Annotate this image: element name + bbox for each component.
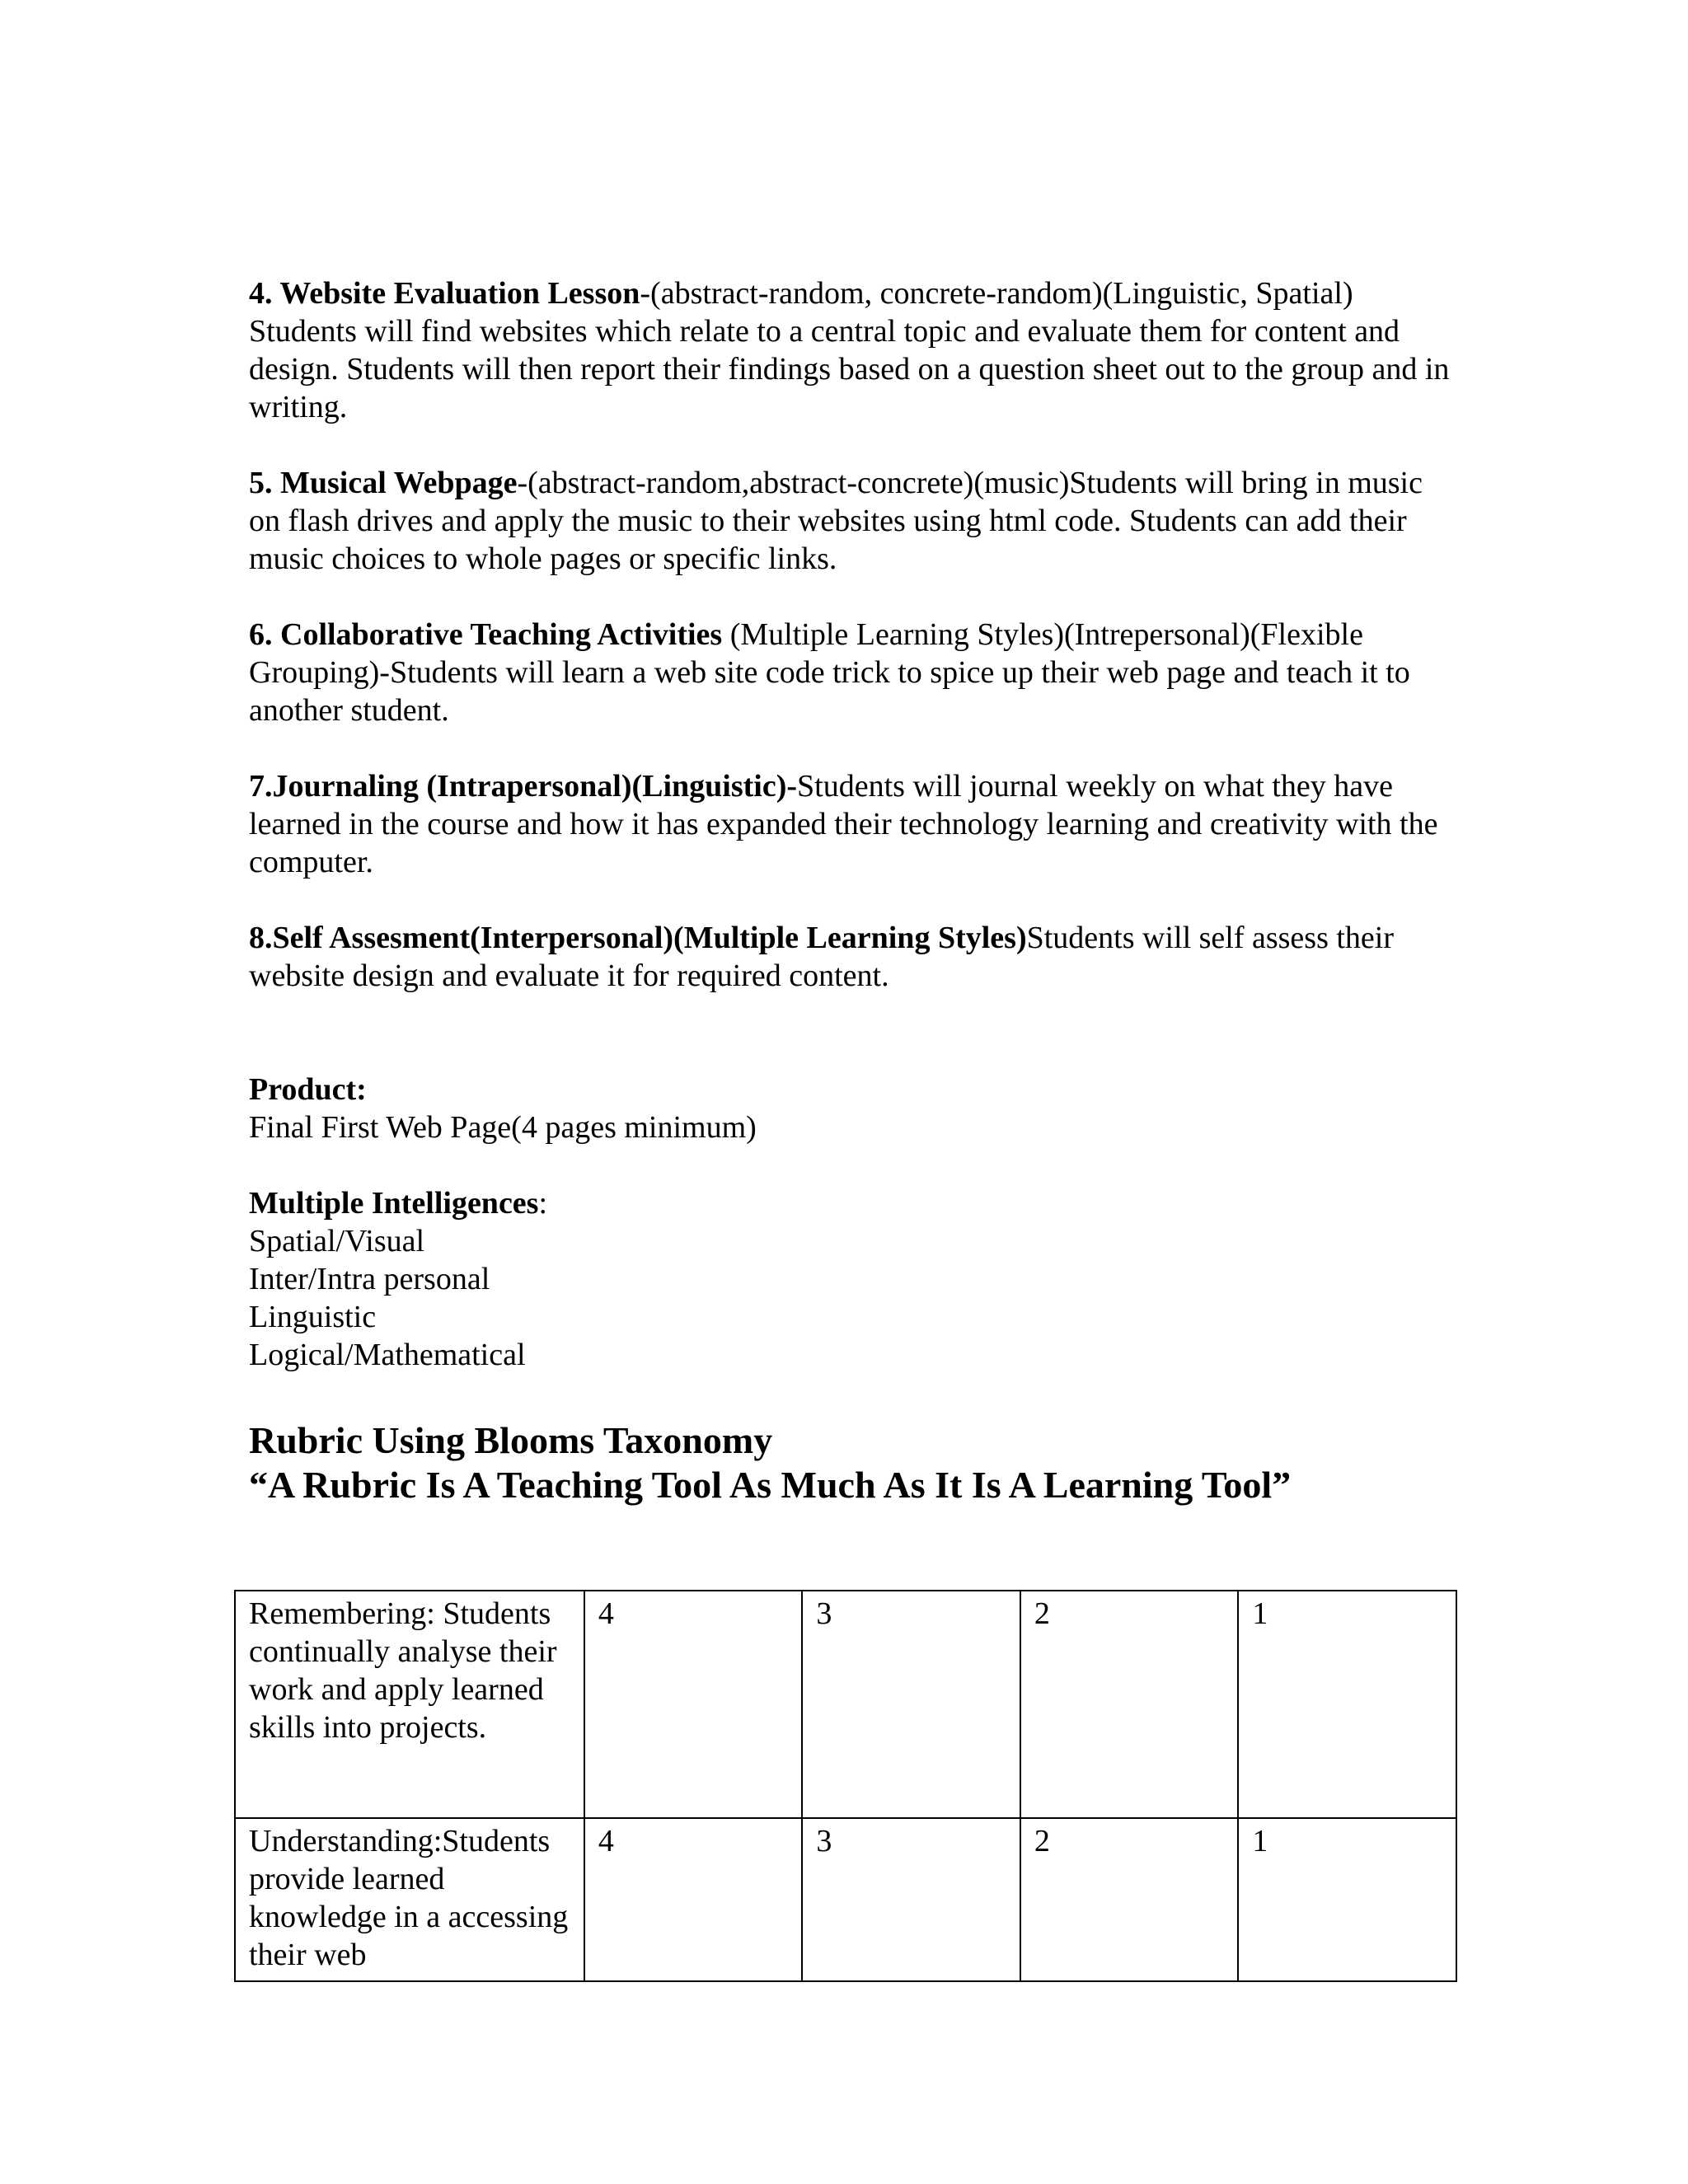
product-value: Final First Web Page(4 pages minimum) — [249, 1110, 757, 1145]
multiple-intelligences-label: Multiple Intelligences — [249, 1186, 539, 1221]
activity-4-title: 4. Website Evaluation Lesson — [249, 276, 640, 311]
activity-7-text: Students will journal weekly on what they have learned in the course and how it has expanded their technology learning and creativity with the computer. — [249, 769, 1438, 879]
rubric-table — [234, 1590, 1457, 1982]
rubric-score-cell: 2 — [1020, 1591, 1239, 1818]
multiple-intelligences-section — [249, 1184, 1452, 1374]
activity-8-title: 8.Self Assesment(Interpersonal)(Multiple Learning Styles) — [249, 921, 1027, 955]
activity-5-text: -(abstract-random,abstract-concrete)(music)Students will bring in music on flash drives and apply the music to their websites using html code. Students can add their music choices to whole pages or specific links. — [249, 466, 1423, 576]
rubric-score-cell: 1 — [1238, 1591, 1456, 1818]
rubric-title: Rubric Using Blooms Taxonomy — [249, 1419, 773, 1461]
activity-6-text: (Multiple Learning Styles)(Intrepersonal)(Flexible Grouping)-Students will learn a web site code trick to spice up their web page and teach it to another student. — [249, 617, 1410, 728]
table-row — [235, 1818, 1456, 1981]
activity-8-text: Students will self assess their website design and evaluate it for required content. — [249, 921, 1395, 993]
rubric-score-cell: 3 — [802, 1818, 1020, 1981]
activity-5 — [249, 464, 1452, 578]
multiple-intelligences-colon: : — [538, 1186, 548, 1221]
rubric-heading — [249, 1418, 1452, 1507]
activity-6 — [249, 616, 1452, 729]
rubric-score-cell: 2 — [1020, 1818, 1239, 1981]
rubric-criterion-cell: Remembering: Students continually analyse their work and apply learned skills into projects. — [235, 1591, 584, 1818]
rubric-score-cell: 3 — [802, 1591, 1020, 1818]
rubric-score-cell: 4 — [584, 1818, 803, 1981]
product-section — [249, 1071, 1452, 1146]
activity-7-title: 7.Journaling (Intrapersonal)(Linguistic)- — [249, 769, 798, 804]
intelligence-item: Spatial/Visual — [249, 1224, 425, 1258]
intelligence-item: Linguistic — [249, 1300, 377, 1334]
table-row — [235, 1591, 1456, 1818]
intelligence-item: Inter/Intra personal — [249, 1262, 490, 1296]
activity-8 — [249, 919, 1452, 995]
document-page — [249, 274, 1452, 1507]
activity-7 — [249, 767, 1452, 881]
multiple-intelligences-heading — [249, 1184, 1452, 1222]
activity-4-text: -(abstract-random, concrete-random)(Linguistic, Spatial) Students will find websites which relate to a central topic and evaluate them for content and design. Students will then report their findings based on a question sheet out to the group and in writing. — [249, 276, 1450, 424]
rubric-score-cell: 4 — [584, 1591, 803, 1818]
product-label: Product: — [249, 1072, 367, 1107]
intelligence-item: Logical/Mathematical — [249, 1338, 526, 1372]
rubric-criterion-cell: Understanding:Students provide learned knowledge in a accessing their web — [235, 1818, 584, 1981]
rubric-score-cell: 1 — [1238, 1818, 1456, 1981]
activity-6-title: 6. Collaborative Teaching Activities — [249, 617, 723, 652]
activity-5-title: 5. Musical Webpage — [249, 466, 518, 500]
activity-4 — [249, 274, 1452, 426]
rubric-subtitle: “A Rubric Is A Teaching Tool As Much As It Is A Learning Tool” — [249, 1464, 1292, 1506]
